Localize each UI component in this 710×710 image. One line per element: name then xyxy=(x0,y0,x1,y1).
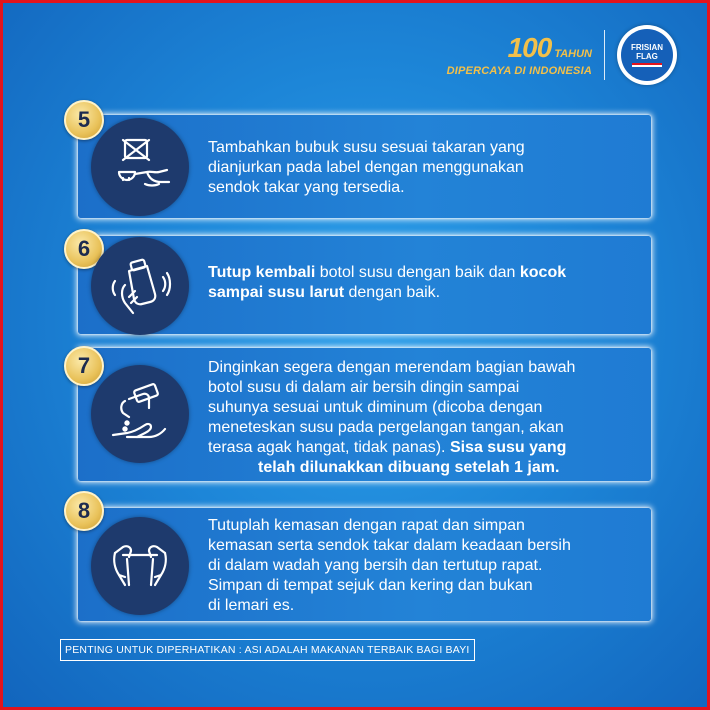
step-7-bold-6: telah dilunakkan dibuang setelah 1 jam. xyxy=(258,459,560,476)
step-7-line-6 xyxy=(208,458,575,478)
step-number-6: 6 xyxy=(64,229,104,269)
step-5-line-2: dianjurkan pada label dengan menggunakan xyxy=(208,159,524,176)
logo-text-2: FLAG xyxy=(636,52,658,61)
step-5-line-1: Tambahkan bubuk susu sesuai takaran yang xyxy=(208,139,525,156)
step-8-line-1: Tutuplah kemasan dengan rapat dan simpan xyxy=(208,517,525,534)
step-6-plain-1: botol susu dengan baik dan xyxy=(315,264,520,281)
step-7-line-1: Dinginkan segera dengan merendam bagian bawah xyxy=(208,359,576,376)
step-7-line-4: meneteskan susu pada pergelangan tangan, akan xyxy=(208,419,564,436)
step-6-bold-3: sampai susu larut xyxy=(208,284,345,301)
scoop-powder-icon xyxy=(91,118,189,216)
step-6-bold-1: Tutup kembali xyxy=(208,264,316,281)
flag-stripe xyxy=(632,63,662,67)
step-6-line-2 xyxy=(208,283,566,303)
step-8-line-5: di lemari es. xyxy=(208,597,295,614)
step-7-line-5 xyxy=(208,438,575,458)
tagline xyxy=(446,31,592,77)
step-8-line-4: Simpan di tempat sejuk dan kering dan bukan xyxy=(208,577,533,594)
step-6-line-1 xyxy=(208,263,566,283)
step-6-bold-2: kocok xyxy=(519,264,567,281)
step-text-7 xyxy=(208,358,575,478)
logo-text-1: FRISIAN xyxy=(631,43,663,52)
step-7-line-2: botol susu di dalam air bersih dingin sampai xyxy=(208,379,520,396)
frisian-flag-logo xyxy=(617,25,677,85)
step-5-line-3: sendok takar yang tersedia. xyxy=(208,179,405,196)
step-7-line-3: suhunya sesuai untuk diminum (dicoba dengan xyxy=(208,399,543,416)
shake-bottle-icon xyxy=(91,237,189,335)
step-number-7: 7 xyxy=(64,346,104,386)
step-7-plain-5: terasa agak hangat, tidak panas). xyxy=(208,439,450,456)
step-7-bold-5: Sisa susu yang xyxy=(449,439,567,456)
step-number-8: 8 xyxy=(64,491,104,531)
step-text-8 xyxy=(208,516,571,616)
step-text-6 xyxy=(208,263,566,303)
wrist-test-icon xyxy=(91,365,189,463)
brand-header xyxy=(447,25,677,85)
divider xyxy=(604,30,605,80)
years-number: 100 xyxy=(507,31,552,63)
step-6-plain-2: dengan baik. xyxy=(344,284,441,301)
step-number-5: 5 xyxy=(64,100,104,140)
step-text-5 xyxy=(208,138,525,198)
seal-package-icon xyxy=(91,517,189,615)
tagline-sub: DIPERCAYA DI INDONESIA xyxy=(446,64,592,77)
step-8-line-3: di dalam wadah yang bersih dan tertutup rapat. xyxy=(208,557,543,574)
years-word: TAHUN xyxy=(554,47,592,60)
notice-banner: PENTING UNTUK DIPERHATIKAN : ASI ADALAH MAKANAN TERBAIK BAGI BAYI xyxy=(60,639,475,661)
step-8-line-2: kemasan serta sendok takar dalam keadaan bersih xyxy=(208,537,571,554)
